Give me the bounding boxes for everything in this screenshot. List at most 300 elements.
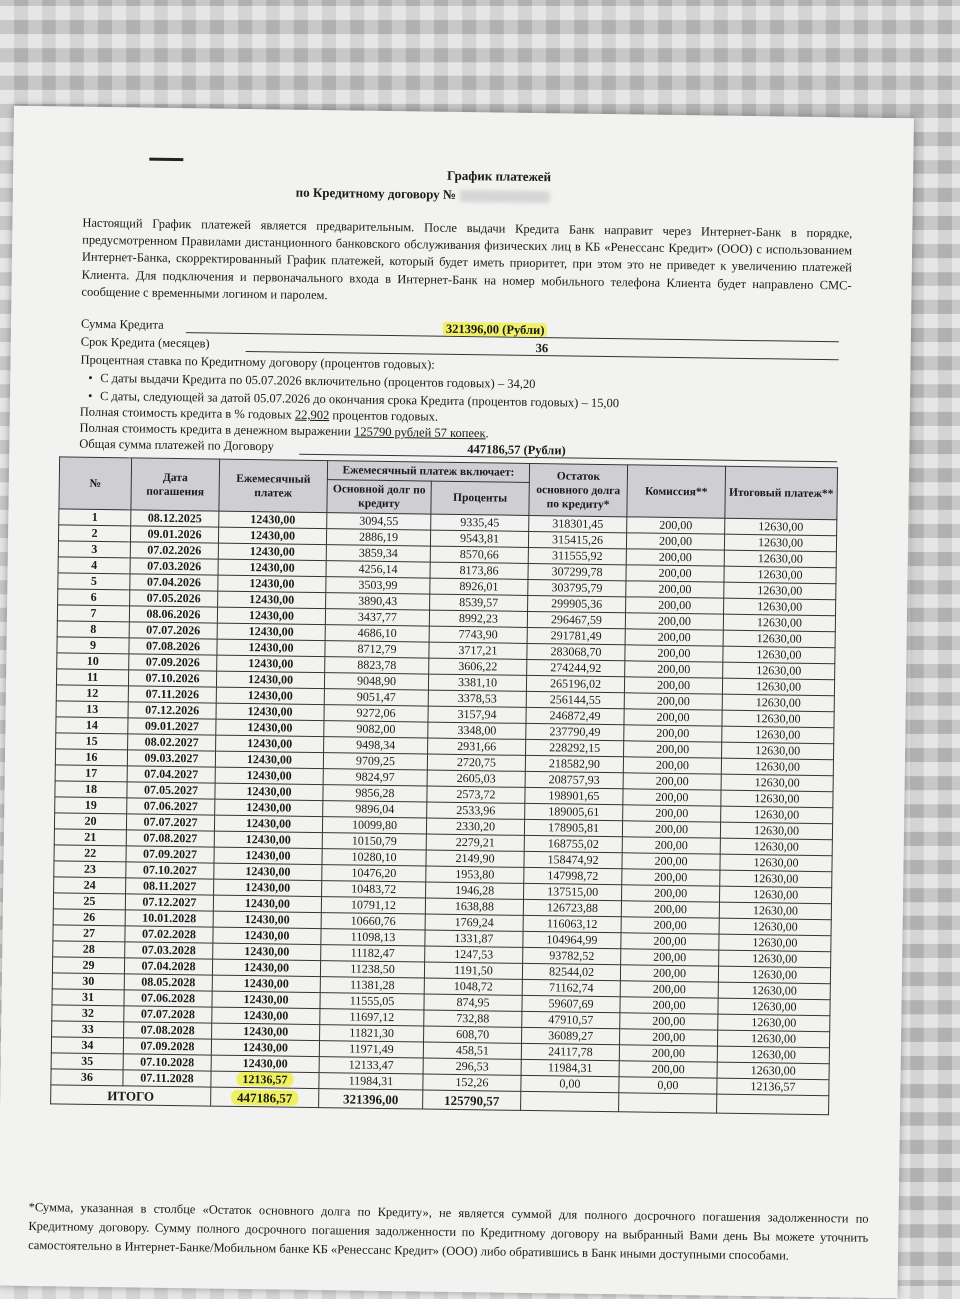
row-balance: 274244,92 — [527, 659, 625, 676]
row-balance: 283068,70 — [527, 643, 625, 660]
col-header-principal: Основной долг по кредиту — [327, 480, 431, 514]
row-monthly: 12430,00 — [217, 607, 325, 625]
row-principal: 11381,28 — [320, 977, 424, 994]
row-monthly: 12430,00 — [212, 1007, 320, 1025]
row-num: 21 — [54, 829, 126, 846]
row-num: 27 — [53, 925, 125, 942]
page-mark — [149, 158, 183, 161]
row-commission: 200,00 — [625, 613, 723, 630]
row-principal: 9048,90 — [324, 673, 428, 690]
row-date: 07.08.2026 — [129, 638, 217, 655]
row-balance: 318301,45 — [529, 515, 627, 532]
row-principal: 4686,10 — [325, 625, 429, 642]
total-empty-1 — [521, 1091, 619, 1111]
row-interest: 1769,24 — [425, 914, 523, 931]
row-date: 10.01.2028 — [125, 910, 213, 927]
row-principal: 3094,55 — [327, 513, 431, 530]
row-total: 12630,00 — [717, 1062, 829, 1080]
row-commission: 200,00 — [625, 645, 723, 662]
row-commission: 200,00 — [626, 597, 724, 614]
row-date: 07.07.2028 — [124, 1006, 212, 1023]
row-commission: 200,00 — [621, 933, 719, 950]
row-commission: 200,00 — [619, 1045, 717, 1062]
row-num: 36 — [51, 1069, 123, 1086]
row-date: 07.09.2027 — [126, 846, 214, 863]
row-num: 28 — [53, 941, 125, 958]
row-commission: 0,00 — [619, 1077, 717, 1094]
total-label: ИТОГО — [51, 1085, 211, 1106]
row-monthly: 12430,00 — [216, 703, 324, 721]
row-monthly: 12430,00 — [216, 719, 324, 737]
row-num: 29 — [52, 957, 124, 974]
row-principal: 10150,79 — [322, 833, 426, 850]
row-total: 12630,00 — [722, 710, 834, 728]
row-date: 07.08.2028 — [124, 1022, 212, 1039]
row-date: 08.05.2028 — [124, 974, 212, 991]
row-total: 12630,00 — [721, 806, 833, 824]
row-monthly: 12430,00 — [216, 671, 324, 689]
row-date: 08.06.2026 — [129, 606, 217, 623]
row-interest: 9335,45 — [431, 514, 529, 531]
row-total: 12630,00 — [723, 662, 835, 680]
col-header-commission: Комиссия** — [627, 465, 726, 518]
row-total: 12630,00 — [720, 886, 832, 904]
row-balance: 0,00 — [521, 1075, 619, 1092]
row-date: 08.12.2025 — [131, 510, 219, 527]
row-balance: 93782,52 — [523, 947, 621, 964]
row-date: 09.01.2026 — [130, 526, 218, 543]
loan-term-label: Срок Кредита (месяцев) — [80, 334, 210, 351]
row-interest: 3381,10 — [428, 674, 526, 691]
row-commission: 200,00 — [626, 581, 724, 598]
row-interest: 1048,72 — [424, 978, 522, 995]
redacted-contract-number — [460, 190, 550, 203]
row-num: 16 — [55, 749, 127, 766]
row-balance: 126723,88 — [523, 899, 621, 916]
row-num: 6 — [58, 589, 130, 606]
row-balance: 246872,49 — [526, 707, 624, 724]
row-monthly: 12430,00 — [211, 1055, 319, 1073]
row-date: 09.01.2027 — [128, 718, 216, 735]
row-monthly: 12136,57 — [211, 1071, 319, 1089]
row-balance: 198901,65 — [525, 787, 623, 804]
row-total: 12630,00 — [724, 566, 836, 584]
row-principal: 10476,20 — [322, 865, 426, 882]
row-total: 12630,00 — [724, 550, 836, 568]
row-num: 3 — [58, 541, 130, 558]
row-monthly: 12430,00 — [212, 1023, 320, 1041]
row-monthly: 12430,00 — [214, 815, 322, 833]
row-num: 30 — [52, 973, 124, 990]
row-commission: 200,00 — [624, 677, 722, 694]
row-num: 17 — [55, 765, 127, 782]
row-commission: 200,00 — [621, 901, 719, 918]
row-total: 12630,00 — [721, 758, 833, 776]
row-total: 12630,00 — [723, 614, 835, 632]
footnote: *Сумма, указанная в столбце «Остаток основного долга по Кредиту», не является суммой для полного досрочного погашения задолженности по Кредитному договору. Сумму полного досрочного погашения задолженности по Кредитному договору на выбранный Вами день Вы можете уточнить самостоятельно в Интернет-Банке/Мобильном банке КБ «Ренессанс Кредит» (ООО) либо обратившись в Банк иными доступными способами. — [28, 1200, 869, 1263]
row-monthly: 12430,00 — [218, 543, 326, 561]
row-date: 07.04.2027 — [127, 766, 215, 783]
row-interest: 2573,72 — [427, 786, 525, 803]
row-num: 35 — [51, 1053, 123, 1070]
row-interest: 2330,20 — [426, 818, 524, 835]
document-page — [0, 106, 914, 1298]
rate-item-1: • С даты выдачи Кредита по 05.07.2026 включительно (процентов годовых) – 34,20 — [100, 371, 535, 392]
row-date: 07.05.2026 — [130, 590, 218, 607]
row-principal: 10099,80 — [322, 817, 426, 834]
row-total: 12630,00 — [718, 982, 830, 1000]
row-monthly: 12430,00 — [213, 943, 321, 961]
rate-item-2: • С даты, следующей за датой 05.07.2026 до окончания срока Кредита (процентов годовых) – 15,00 — [100, 389, 619, 411]
row-commission: 200,00 — [622, 853, 720, 870]
row-principal: 9272,06 — [324, 705, 428, 722]
row-total: 12630,00 — [724, 598, 836, 616]
row-balance: 311555,92 — [528, 547, 626, 564]
row-monthly: 12430,00 — [213, 895, 321, 913]
row-interest: 732,88 — [424, 1010, 522, 1027]
row-monthly: 12430,00 — [212, 991, 320, 1009]
row-commission: 200,00 — [620, 1029, 718, 1046]
row-commission: 200,00 — [622, 821, 720, 838]
rate-label: Процентная ставка по Кредитному договору (процентов годовых): — [80, 352, 435, 372]
row-principal: 11984,31 — [319, 1073, 423, 1090]
row-principal: 11697,12 — [320, 1009, 424, 1026]
row-principal: 11971,49 — [319, 1041, 423, 1058]
row-balance: 36089,27 — [522, 1027, 620, 1044]
row-balance: 168755,02 — [524, 835, 622, 852]
row-principal: 9082,00 — [324, 721, 428, 738]
row-commission: 200,00 — [620, 997, 718, 1014]
row-date: 07.07.2027 — [126, 814, 214, 831]
row-num: 15 — [56, 733, 128, 750]
row-interest: 3378,53 — [428, 690, 526, 707]
row-monthly: 12430,00 — [219, 511, 327, 529]
row-interest: 3717,21 — [429, 642, 527, 659]
row-balance: 178905,81 — [524, 819, 622, 836]
row-date: 07.09.2026 — [129, 654, 217, 671]
row-interest: 3348,00 — [428, 722, 526, 739]
row-principal: 10660,76 — [321, 913, 425, 930]
col-header-includes: Ежемесячный платеж включает: — [327, 461, 529, 483]
total-empty-2 — [619, 1093, 717, 1113]
row-interest: 296,53 — [423, 1058, 521, 1075]
row-date: 07.10.2026 — [128, 670, 216, 687]
row-commission: 200,00 — [621, 949, 719, 966]
row-interest: 9543,81 — [430, 530, 528, 547]
row-balance: 158474,92 — [524, 851, 622, 868]
row-interest: 3606,22 — [429, 658, 527, 675]
row-commission: 200,00 — [624, 693, 722, 710]
row-date: 07.06.2028 — [124, 990, 212, 1007]
row-monthly: 12430,00 — [216, 687, 324, 705]
row-total: 12630,00 — [724, 534, 836, 552]
row-commission: 200,00 — [619, 1061, 717, 1078]
row-total: 12630,00 — [723, 630, 835, 648]
row-monthly: 12430,00 — [217, 623, 325, 641]
row-num: 26 — [53, 909, 125, 926]
row-balance: 315415,26 — [528, 531, 626, 548]
row-total: 12630,00 — [720, 854, 832, 872]
row-date: 07.03.2026 — [130, 558, 218, 575]
row-interest: 2605,03 — [427, 770, 525, 787]
row-interest: 8926,01 — [430, 578, 528, 595]
row-principal: 3503,99 — [326, 577, 430, 594]
row-commission: 200,00 — [624, 709, 722, 726]
row-interest: 1953,80 — [426, 866, 524, 883]
row-monthly: 12430,00 — [215, 767, 323, 785]
row-total: 12630,00 — [720, 822, 832, 840]
row-balance: 307299,78 — [528, 563, 626, 580]
row-balance: 303795,79 — [528, 579, 626, 596]
row-balance: 137515,00 — [524, 883, 622, 900]
row-total: 12630,00 — [721, 790, 833, 808]
row-num: 7 — [57, 605, 129, 622]
row-commission: 200,00 — [622, 885, 720, 902]
row-principal: 9896,04 — [323, 801, 427, 818]
row-commission: 200,00 — [626, 533, 724, 550]
row-principal: 4256,14 — [326, 561, 430, 578]
row-balance: 296467,59 — [527, 611, 625, 628]
row-commission: 200,00 — [622, 837, 720, 854]
row-total: 12630,00 — [719, 902, 831, 920]
row-total: 12630,00 — [718, 998, 830, 1016]
loan-amount-value: 321396,00 (Рубли) — [443, 322, 548, 338]
row-monthly: 12430,00 — [213, 911, 321, 929]
row-total: 12630,00 — [720, 838, 832, 856]
row-total: 12630,00 — [722, 742, 834, 760]
row-num: 33 — [52, 1021, 124, 1038]
row-principal: 9498,34 — [324, 737, 428, 754]
row-monthly: 12430,00 — [214, 863, 322, 881]
row-monthly: 12430,00 — [215, 783, 323, 801]
row-date: 07.05.2027 — [127, 782, 215, 799]
row-balance: 116063,12 — [523, 915, 621, 932]
row-principal: 9709,25 — [323, 753, 427, 770]
row-interest: 2149,90 — [426, 850, 524, 867]
row-principal: 12133,47 — [319, 1057, 423, 1074]
row-balance: 82544,02 — [522, 963, 620, 980]
row-commission: 200,00 — [623, 773, 721, 790]
row-date: 07.02.2026 — [130, 542, 218, 559]
row-total: 12630,00 — [719, 934, 831, 952]
schedule-rows — [51, 509, 837, 1096]
row-monthly: 12430,00 — [214, 831, 322, 849]
row-principal: 11238,50 — [320, 961, 424, 978]
row-interest: 8539,57 — [430, 594, 528, 611]
row-commission: 200,00 — [623, 757, 721, 774]
row-num: 32 — [52, 1005, 124, 1022]
row-principal: 9824,97 — [323, 769, 427, 786]
document-title: График платежей — [446, 167, 552, 185]
row-interest: 1331,87 — [425, 930, 523, 947]
row-balance: 256144,55 — [526, 691, 624, 708]
row-commission: 200,00 — [622, 869, 720, 886]
row-date: 07.07.2026 — [129, 622, 217, 639]
row-total: 12630,00 — [719, 950, 831, 968]
row-total: 12630,00 — [718, 966, 830, 984]
row-num: 24 — [54, 877, 126, 894]
row-balance: 189005,61 — [525, 803, 623, 820]
row-interest: 7743,90 — [429, 626, 527, 643]
row-num: 31 — [52, 989, 124, 1006]
row-num: 25 — [53, 893, 125, 910]
row-num: 34 — [51, 1037, 123, 1054]
row-total: 12630,00 — [717, 1046, 829, 1064]
row-interest: 458,51 — [423, 1042, 521, 1059]
row-num: 22 — [54, 845, 126, 862]
row-commission: 200,00 — [624, 741, 722, 758]
row-monthly: 12430,00 — [217, 639, 325, 657]
row-num: 10 — [57, 653, 129, 670]
row-num: 4 — [58, 557, 130, 574]
row-total: 12630,00 — [718, 1014, 830, 1032]
row-interest: 608,70 — [424, 1026, 522, 1043]
row-total: 12630,00 — [721, 774, 833, 792]
row-monthly: 12430,00 — [215, 799, 323, 817]
row-monthly: 12430,00 — [214, 847, 322, 865]
row-total: 12630,00 — [724, 582, 836, 600]
row-monthly: 12430,00 — [213, 927, 321, 945]
row-principal: 11555,05 — [320, 993, 424, 1010]
row-total: 12630,00 — [719, 918, 831, 936]
col-header-monthly: Ежемесячный платеж — [219, 459, 328, 513]
row-date: 07.12.2026 — [128, 702, 216, 719]
row-total: 12630,00 — [722, 694, 834, 712]
total-empty-3 — [717, 1094, 829, 1115]
row-num: 23 — [54, 861, 126, 878]
row-num: 2 — [58, 525, 130, 542]
row-interest: 1247,53 — [425, 946, 523, 963]
row-commission: 200,00 — [621, 917, 719, 934]
row-principal: 11821,30 — [320, 1025, 424, 1042]
row-interest: 1638,88 — [425, 898, 523, 915]
row-monthly: 12430,00 — [217, 655, 325, 673]
row-monthly: 12430,00 — [214, 879, 322, 897]
row-commission: 200,00 — [626, 549, 724, 566]
intro-paragraph: Настоящий График платежей является предварительным. После выдачи Кредита Банк направит через Интернет-Банк в порядке, предусмотренном Правилами дистанционного банковского обслуживания физических лиц в КБ «Ренессанс Кредит» (ООО) с использованием Интернет-Банка, скорректированный График платежей, который будет иметь приоритет, при этом это не приведет к увеличению платежей Клиента. Для подключения и первоначального входа в Интернет-Банк на номер мобильного телефона Клиента будет направлено СМС-сообщение с временными логином и паролем. — [81, 215, 853, 302]
row-balance: 299905,36 — [528, 595, 626, 612]
row-monthly: 12430,00 — [218, 575, 326, 593]
row-principal: 2886,19 — [326, 529, 430, 546]
total-payments-value: 447186,57 (Рубли) — [467, 442, 566, 458]
row-principal: 11182,47 — [321, 945, 425, 962]
row-date: 07.04.2026 — [130, 574, 218, 591]
row-interest: 2533,96 — [427, 802, 525, 819]
row-balance: 59607,69 — [522, 995, 620, 1012]
row-num: 1 — [59, 509, 131, 526]
col-header-date: Дата погашения — [131, 458, 220, 511]
row-total: 12630,00 — [722, 726, 834, 744]
row-date: 08.11.2027 — [126, 878, 214, 895]
row-date: 07.06.2027 — [127, 798, 215, 815]
payment-schedule-table — [50, 456, 838, 1115]
row-date: 07.02.2028 — [125, 926, 213, 943]
row-num: 5 — [58, 573, 130, 590]
row-num: 8 — [57, 621, 129, 638]
row-interest: 2279,21 — [426, 834, 524, 851]
col-header-balance: Остаток основного долга по кредиту* — [529, 463, 628, 516]
row-balance: 218582,90 — [525, 755, 623, 772]
row-date: 08.02.2027 — [128, 734, 216, 751]
row-num: 18 — [55, 781, 127, 798]
row-num: 13 — [56, 701, 128, 718]
row-monthly: 12430,00 — [215, 751, 323, 769]
row-commission: 200,00 — [620, 981, 718, 998]
row-total: 12630,00 — [722, 678, 834, 696]
row-commission: 200,00 — [627, 517, 725, 534]
row-interest: 8992,23 — [429, 610, 527, 627]
row-balance: 208757,93 — [525, 771, 623, 788]
row-date: 07.12.2027 — [125, 894, 213, 911]
row-balance: 24117,78 — [521, 1043, 619, 1060]
row-date: 07.03.2028 — [125, 942, 213, 959]
row-num: 20 — [54, 813, 126, 830]
row-balance: 47910,57 — [522, 1011, 620, 1028]
psk-rubles: Полная стоимость кредита в денежном выражении 125790 рублей 57 копеек. — [79, 420, 489, 441]
row-balance: 11984,31 — [521, 1059, 619, 1076]
row-num: 19 — [55, 797, 127, 814]
row-commission: 200,00 — [620, 965, 718, 982]
row-balance: 147998,72 — [524, 867, 622, 884]
row-interest: 152,26 — [423, 1074, 521, 1091]
row-principal: 8712,79 — [325, 641, 429, 658]
row-num: 12 — [56, 685, 128, 702]
row-interest: 2931,66 — [428, 738, 526, 755]
col-header-total: Итоговый платеж** — [725, 466, 838, 520]
row-principal: 3859,34 — [326, 545, 430, 562]
row-total: 12630,00 — [720, 870, 832, 888]
row-date: 07.10.2027 — [126, 862, 214, 879]
row-principal: 11098,13 — [321, 929, 425, 946]
document-subtitle: по Кредитному договору № — [0, 180, 873, 209]
row-monthly: 12430,00 — [216, 735, 324, 753]
row-monthly: 12430,00 — [218, 527, 326, 545]
row-interest: 1946,28 — [426, 882, 524, 899]
row-principal: 8823,78 — [325, 657, 429, 674]
total-payments-label: Общая сумма платежей по Договору — [79, 436, 275, 454]
loan-amount-label: Сумма Кредита — [80, 316, 164, 332]
row-total: 12630,00 — [717, 1030, 829, 1048]
col-header-interest: Проценты — [431, 481, 529, 515]
row-date: 07.11.2028 — [123, 1070, 211, 1087]
row-monthly: 12430,00 — [218, 559, 326, 577]
total-monthly: 447186,57 — [211, 1087, 319, 1108]
col-header-num: № — [59, 457, 132, 510]
row-monthly: 12430,00 — [211, 1039, 319, 1057]
row-commission: 200,00 — [620, 1013, 718, 1030]
row-total: 12630,00 — [725, 518, 837, 536]
row-balance: 237790,49 — [526, 723, 624, 740]
row-principal: 9856,28 — [323, 785, 427, 802]
row-num: 9 — [57, 637, 129, 654]
row-principal: 10483,72 — [322, 881, 426, 898]
row-principal: 10280,10 — [322, 849, 426, 866]
row-balance: 265196,02 — [526, 675, 624, 692]
row-principal: 3437,77 — [325, 609, 429, 626]
row-interest: 874,95 — [424, 994, 522, 1011]
row-interest: 8173,86 — [430, 562, 528, 579]
row-commission: 200,00 — [626, 565, 724, 582]
total-principal: 321396,00 — [319, 1089, 423, 1109]
row-date: 07.04.2028 — [124, 958, 212, 975]
row-principal: 3890,43 — [326, 593, 430, 610]
row-total: 12136,57 — [717, 1078, 829, 1096]
row-interest: 1191,50 — [424, 962, 522, 979]
row-balance: 228292,15 — [526, 739, 624, 756]
psk-percent: Полная стоимость кредита в % годовых 22,902 процентов годовых. — [79, 404, 439, 424]
row-principal: 9051,47 — [324, 689, 428, 706]
row-interest: 3157,94 — [428, 706, 526, 723]
